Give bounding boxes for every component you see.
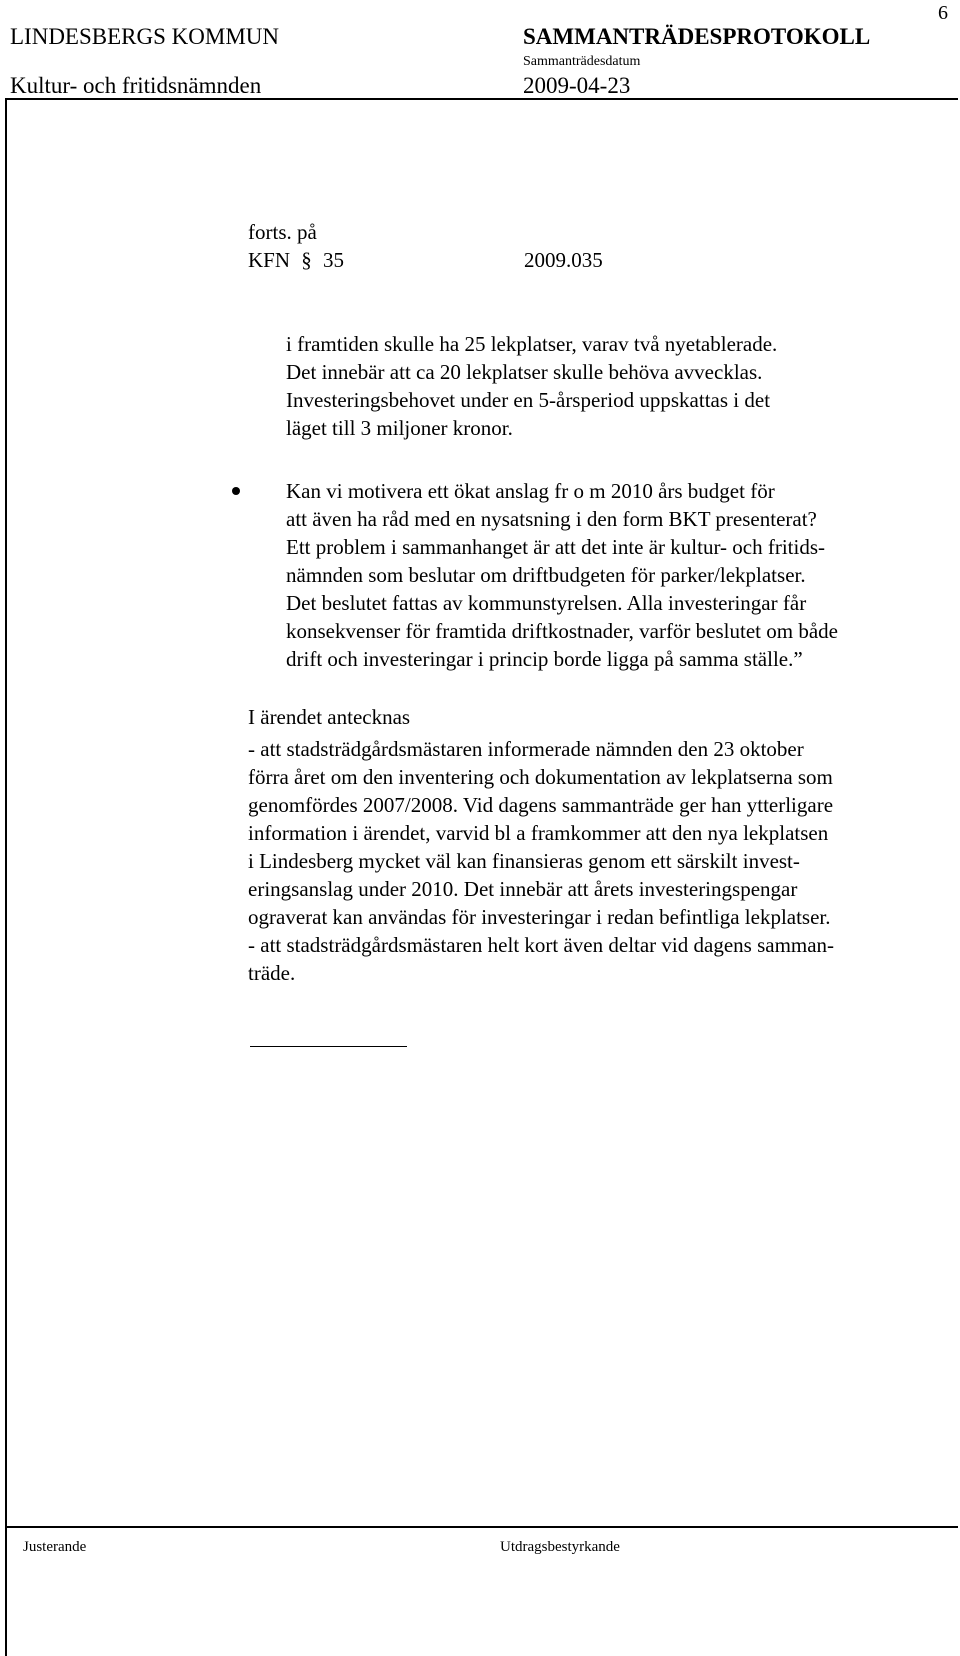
paragraph-line: Ett problem i sammanhanget är att det inte är kultur- och fritids- — [286, 535, 825, 559]
footer-justerande: Justerande — [23, 1539, 87, 1555]
section-ref — [248, 246, 344, 274]
date-caption: Sammanträdesdatum — [523, 54, 641, 69]
paragraph-line: i framtiden skulle ha 25 lekplatser, varav två nyetablerade. — [286, 332, 778, 356]
paragraph-line: ograverat kan användas för investeringar i redan befintliga lekplatser. — [248, 905, 831, 929]
paragraph-line: Det beslutet fattas av kommunstyrelsen. Alla investeringar får — [286, 591, 807, 615]
intro-paragraph — [286, 330, 777, 442]
paragraph-line: genomfördes 2007/2008. Vid dagens sammanträde ger han ytterligare — [248, 793, 834, 817]
paragraph-line: läget till 3 miljoner kronor. — [286, 416, 513, 440]
paragraph-line: Kan vi motivera ett ökat anslag fr o m 2010 års budget för — [286, 479, 775, 503]
case-number: 2009.035 — [524, 248, 603, 272]
paragraph-line: nämnden som beslutar om driftbudgeten för parker/lekplatser. — [286, 563, 806, 587]
notes-heading: I ärendet antecknas — [248, 705, 411, 729]
bullet-icon — [232, 487, 240, 495]
paragraph-line: i Lindesberg mycket väl kan finansieras genom ett särskilt invest- — [248, 849, 800, 873]
paragraph-line: konsekvenser för framtida driftkostnader, varför beslutet om både — [286, 619, 838, 643]
paragraph-line: förra året om den inventering och dokumentation av lekplatserna som — [248, 765, 833, 789]
paragraph-line: eringsanslag under 2010. Det innebär att årets investeringspengar — [248, 877, 798, 901]
footer-rule — [5, 1526, 958, 1528]
footer-utdragsbestyrkande: Utdragsbestyrkande — [500, 1539, 620, 1555]
paragraph-line: Investeringsbehovet under en 5-årsperiod uppskattas i det — [286, 388, 771, 412]
header-rule — [5, 98, 958, 100]
page-number: 6 — [938, 2, 948, 24]
separator-line — [250, 1046, 407, 1047]
meeting-date: 2009-04-23 — [523, 73, 631, 98]
paragraph-line: - att stadsträdgårdsmästaren helt kort även deltar vid dagens samman- — [248, 933, 835, 957]
section-symbol: § — [301, 248, 312, 272]
bullet-paragraph — [286, 477, 838, 673]
municipality-name: LINDESBERGS KOMMUN — [10, 24, 279, 49]
document-type: SAMMANTRÄDESPROTOKOLL — [523, 24, 871, 49]
paragraph-line: information i ärendet, varvid bl a framkommer att den nya lekplatsen — [248, 821, 829, 845]
notes-paragraph — [248, 735, 834, 987]
section-ref-label: KFN — [248, 248, 291, 272]
paragraph-line: - att stadsträdgårdsmästaren informerade nämnden den 23 oktober — [248, 737, 804, 761]
paragraph-line: träde. — [248, 961, 296, 985]
committee-name: Kultur- och fritidsnämnden — [10, 73, 262, 98]
paragraph-line: Det innebär att ca 20 lekplatser skulle behöva avvecklas. — [286, 360, 763, 384]
margin-rule — [5, 98, 7, 1656]
paragraph-line: att även ha råd med en nysatsning i den form BKT presenterat? — [286, 507, 817, 531]
continued-label: forts. på — [248, 220, 317, 244]
paragraph-line: drift och investeringar i princip borde ligga på samma ställe.” — [286, 647, 803, 671]
section-number: 35 — [323, 248, 345, 272]
